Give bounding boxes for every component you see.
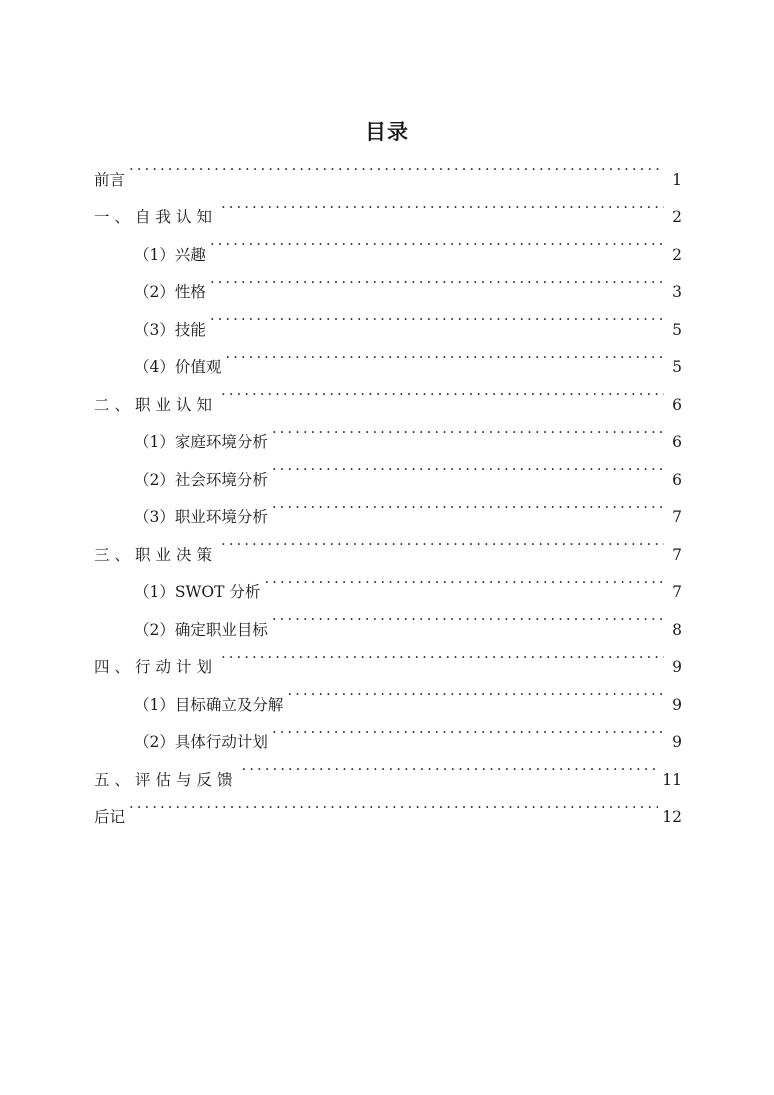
toc-section-entry[interactable] [94, 297, 682, 339]
toc-entry-label: （2）社会环境分析 [134, 470, 268, 489]
toc-page-number: 2 [672, 245, 682, 264]
toc-dot-leader [210, 222, 664, 260]
toc-page-number: 2 [672, 208, 682, 226]
toc-dot-leader [210, 260, 664, 298]
toc-dot-leader [264, 560, 664, 598]
toc-dot-leader [129, 147, 664, 185]
toc-entry-label: 四、行动计划 [94, 658, 218, 676]
toc-page-number: 11 [662, 770, 682, 789]
toc-page-number: 1 [672, 170, 682, 189]
toc-chapter-entry[interactable] [94, 635, 682, 676]
toc-entry-label: （2）确定职业目标 [134, 620, 268, 639]
toc-entry-label: 三、职业决策 [94, 545, 218, 564]
toc-dot-leader [221, 635, 664, 673]
toc-dot-leader [272, 710, 664, 748]
toc-entry-label: （1）SWOT 分析 [134, 583, 261, 601]
toc-chapter-entry[interactable] [94, 372, 682, 414]
toc-section-entry[interactable] [94, 447, 682, 489]
toc-chapter-entry[interactable] [94, 147, 682, 189]
toc-entry-label: （1）兴趣 [134, 245, 206, 264]
toc-section-entry[interactable] [94, 410, 682, 451]
toc-section-entry[interactable] [94, 672, 682, 714]
toc-chapter-entry[interactable] [94, 522, 682, 564]
toc-chapter-entry[interactable] [94, 785, 682, 826]
toc-dot-leader [272, 447, 664, 485]
toc-entry-label: 二、职业认知 [94, 395, 218, 414]
toc-entry-label: （1）家庭环境分析 [134, 433, 268, 451]
toc-dot-leader [221, 372, 664, 410]
toc-dot-leader [210, 297, 664, 335]
toc-dot-leader [242, 747, 659, 785]
toc-section-entry[interactable] [94, 597, 682, 639]
toc-entry-label: （4）价值观 [134, 358, 222, 376]
toc-entry-label: （2）性格 [134, 283, 206, 301]
toc-dot-leader [272, 597, 664, 635]
toc-page-number: 3 [672, 283, 682, 301]
toc-section-entry[interactable] [94, 710, 682, 751]
toc-title: 目录 [365, 119, 409, 144]
toc-entry-label: 前言 [94, 170, 126, 189]
toc-entry-label: 一、自我认知 [94, 208, 218, 226]
toc-page-number: 6 [672, 433, 682, 451]
toc-page-number: 7 [672, 508, 682, 526]
toc-dot-leader [221, 185, 664, 223]
toc-page-number: 6 [672, 470, 682, 489]
toc-section-entry[interactable] [94, 260, 682, 301]
toc-page-number: 12 [662, 808, 682, 826]
toc-chapter-entry[interactable] [94, 185, 682, 226]
toc-section-entry[interactable] [94, 560, 682, 601]
toc-page-number: 5 [672, 320, 682, 339]
toc-page-number: 9 [672, 695, 682, 714]
toc-list [94, 147, 682, 826]
toc-entry-label: 五、评估与反馈 [94, 770, 238, 789]
toc-page-number: 8 [672, 620, 682, 639]
toc-section-entry[interactable] [94, 222, 682, 264]
toc-page-number: 7 [672, 583, 682, 601]
toc-entry-label: （3）职业环境分析 [134, 508, 268, 526]
toc-entry-label: 后记 [94, 808, 126, 826]
toc-section-entry[interactable] [94, 485, 682, 526]
toc-entry-label: （3）技能 [134, 320, 206, 339]
toc-dot-leader [272, 410, 664, 448]
toc-entry-label: （2）具体行动计划 [134, 733, 268, 751]
toc-section-entry[interactable] [94, 335, 682, 376]
toc-chapter-entry[interactable] [94, 747, 682, 789]
toc-dot-leader [221, 522, 664, 560]
toc-page-number: 9 [672, 658, 682, 676]
toc-page-number: 6 [672, 395, 682, 414]
toc-page-number: 5 [672, 358, 682, 376]
toc-page-number: 7 [672, 545, 682, 564]
toc-page-number: 9 [672, 733, 682, 751]
toc-dot-leader [272, 485, 664, 523]
toc-dot-leader [225, 335, 664, 373]
toc-entry-label: （1）目标确立及分解 [134, 695, 284, 714]
toc-dot-leader [287, 672, 664, 710]
toc-dot-leader [129, 785, 658, 823]
